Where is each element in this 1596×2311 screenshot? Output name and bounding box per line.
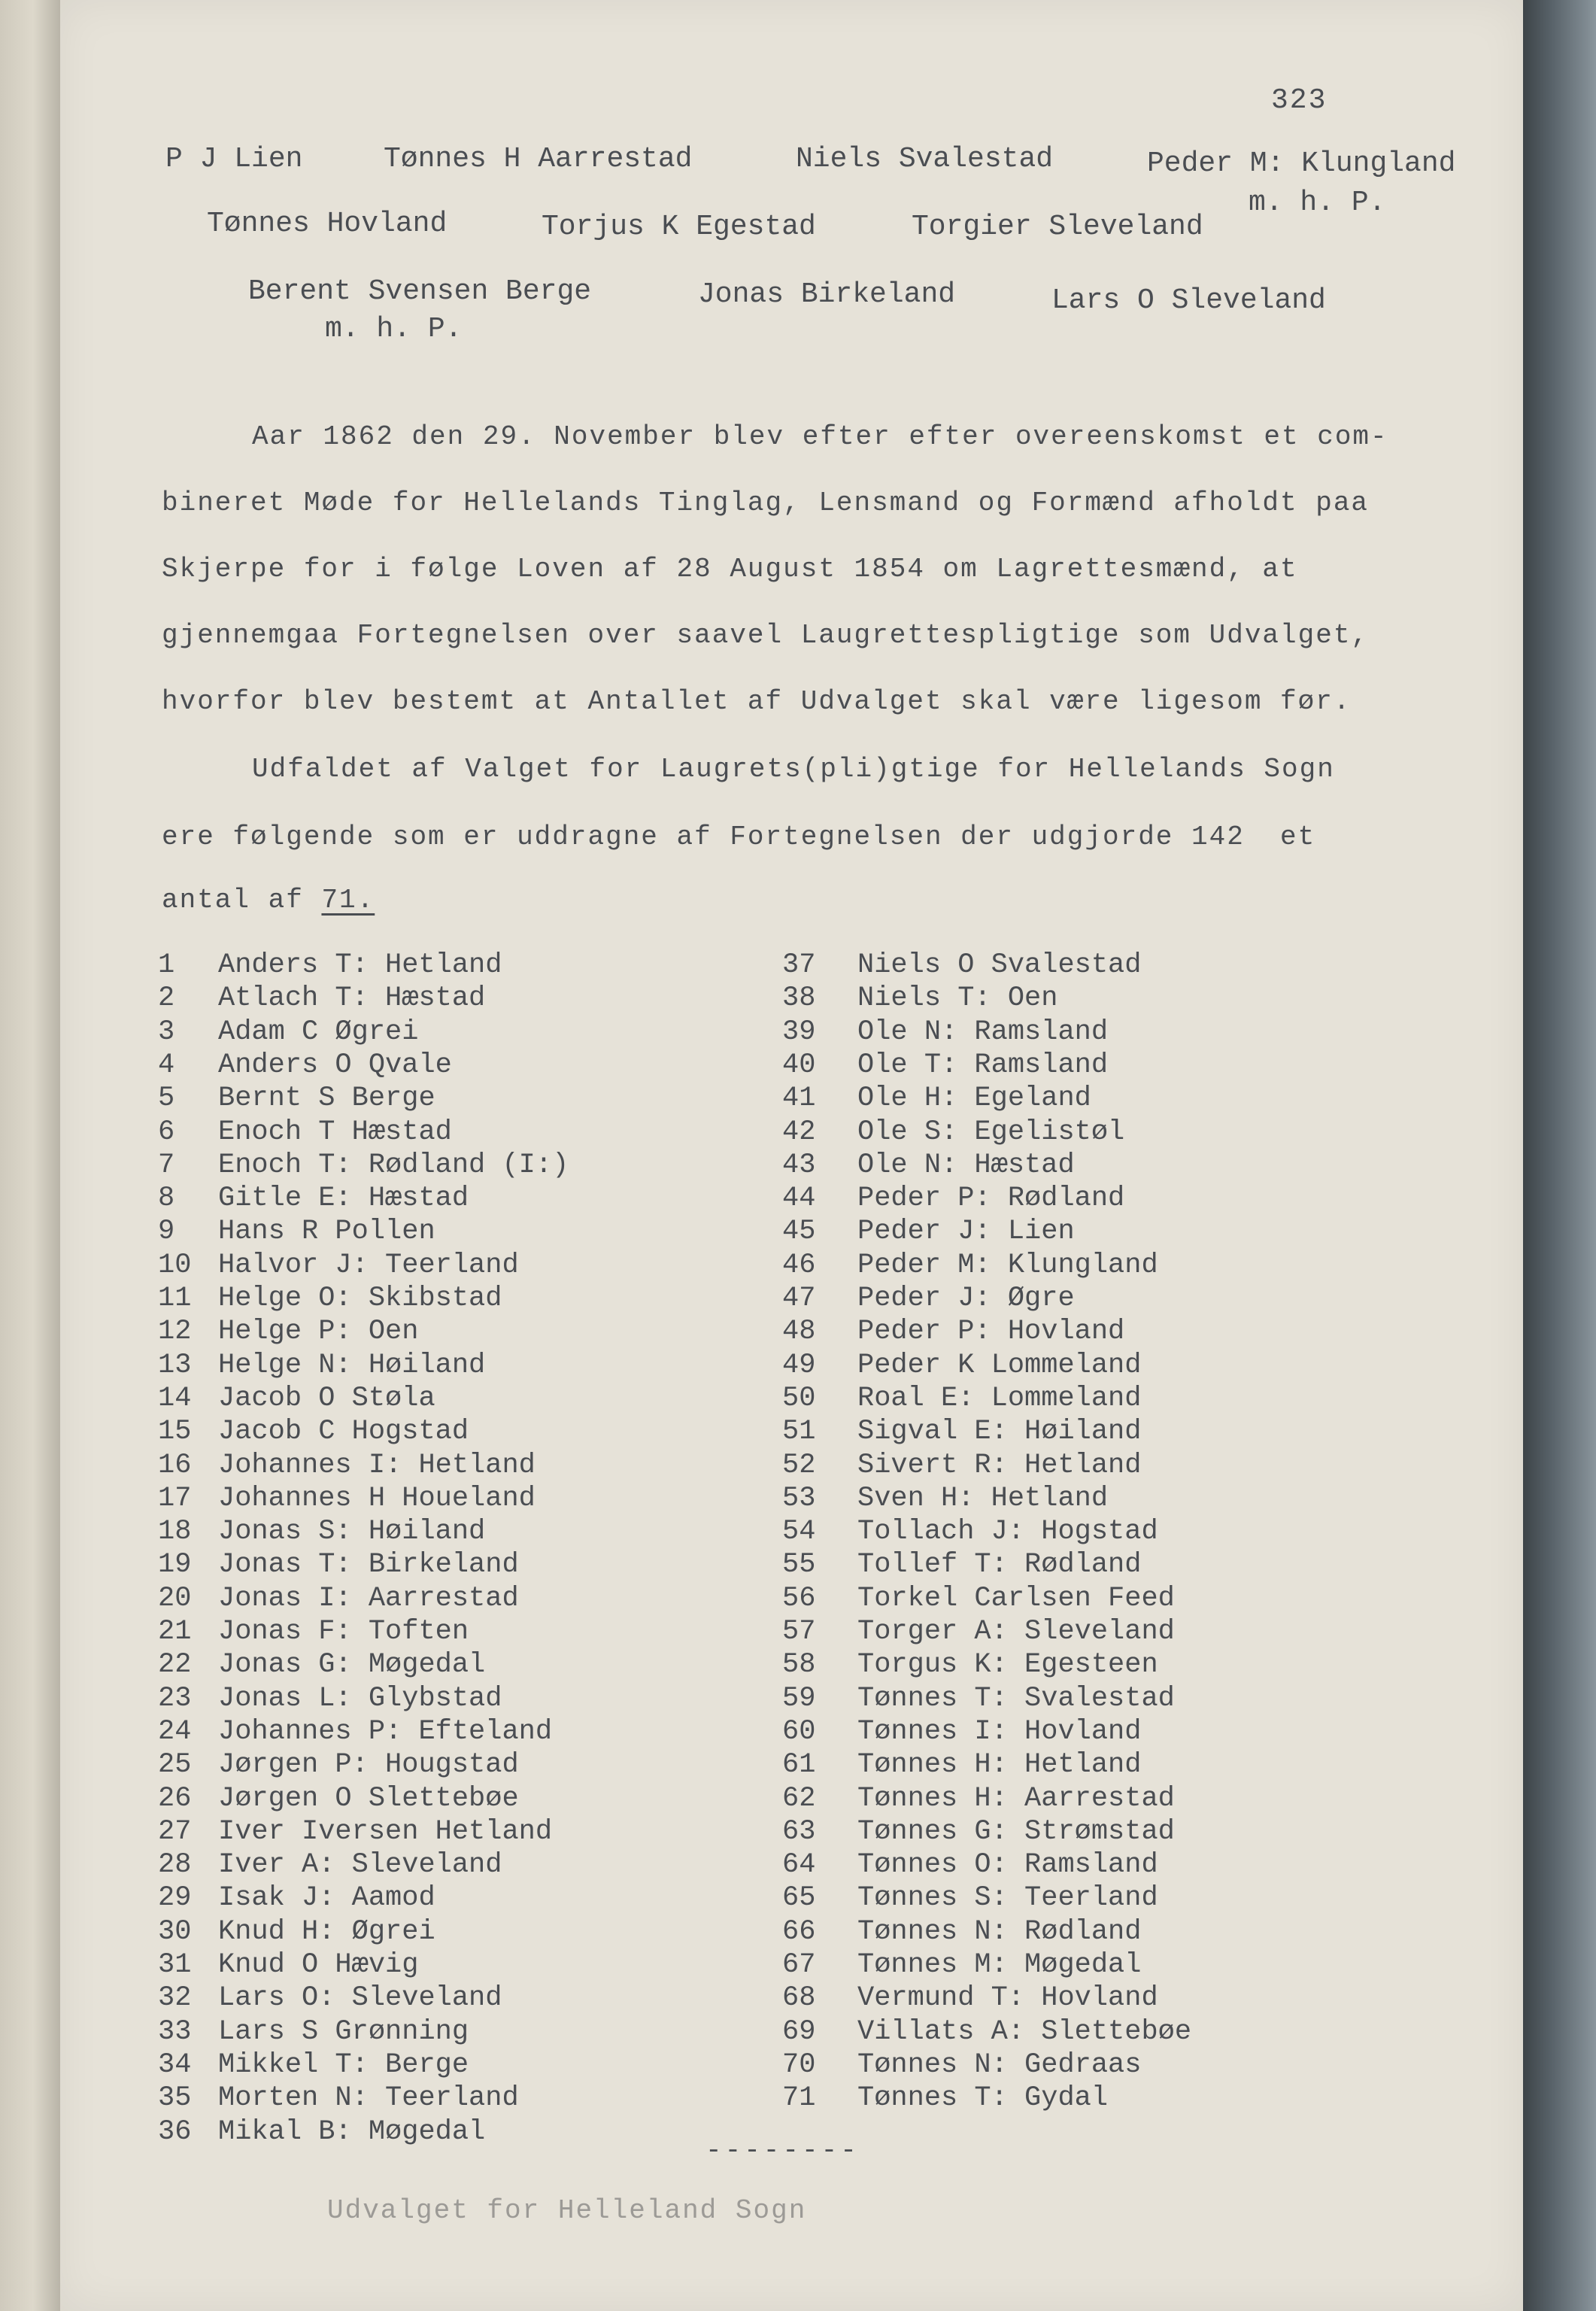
- list-number: 17: [158, 1482, 192, 1514]
- signature: Torgier Sleveland: [912, 211, 1203, 243]
- list-number: 53: [782, 1482, 816, 1514]
- list-name: Tønnes I: Hovland: [857, 1715, 1142, 1748]
- separator-line: --------: [705, 2135, 860, 2166]
- list-name: Torgus K: Egesteen: [857, 1649, 1158, 1681]
- list-number: 29: [158, 1882, 192, 1915]
- list-number: 38: [782, 982, 816, 1015]
- list-name: Peder M: Klungland: [857, 1249, 1158, 1281]
- list-name: Helge N: Høiland: [218, 1349, 486, 1381]
- list-number: 36: [158, 2115, 192, 2148]
- list-number: 22: [158, 1649, 192, 1681]
- list-name: Jacob O Støla: [218, 1382, 435, 1414]
- list-number: 5: [158, 1083, 175, 1115]
- list-name: Iver A: Sleveland: [218, 1849, 502, 1881]
- list-name: Adam C Øgrei: [218, 1016, 419, 1048]
- signature: Tønnes H Aarrestad: [384, 143, 693, 175]
- list-name: Jonas L: Glybstad: [218, 1682, 502, 1714]
- list-number: 43: [782, 1149, 816, 1181]
- list-name: Knud O Hævig: [218, 1949, 419, 1981]
- list-number: 2: [158, 982, 175, 1015]
- list-name: Johannes P: Efteland: [218, 1715, 553, 1748]
- list-name: Niels O Svalestad: [857, 949, 1142, 981]
- list-name: Bernt S Berge: [218, 1083, 435, 1115]
- paragraph-line: bineret Møde for Hellelands Tinglag, Lensmand og Formænd afholdt paa: [162, 487, 1370, 518]
- list-name: Ole N: Hæstad: [857, 1149, 1075, 1181]
- signature: Tønnes Hovland: [207, 208, 448, 240]
- paragraph-line: Aar 1862 den 29. November blev efter efter overeenskomst et com-: [252, 421, 1388, 452]
- list-name: Tønnes S: Teerland: [857, 1882, 1158, 1915]
- list-name: Mikal B: Møgedal: [218, 2115, 486, 2148]
- list-number: 55: [782, 1549, 816, 1581]
- list-name: Tønnes T: Svalestad: [857, 1682, 1175, 1714]
- list-name: Morten N: Teerland: [218, 2082, 519, 2115]
- list-name: Torkel Carlsen Feed: [857, 1582, 1175, 1614]
- list-name: Tønnes O: Ramsland: [857, 1849, 1158, 1881]
- list-number: 35: [158, 2082, 192, 2115]
- list-number: 69: [782, 2015, 816, 2048]
- list-name: Peder K Lommeland: [857, 1349, 1142, 1381]
- list-number: 48: [782, 1316, 816, 1348]
- list-number: 71: [782, 2082, 816, 2115]
- list-name: Jonas T: Birkeland: [218, 1549, 519, 1581]
- list-number: 11: [158, 1283, 192, 1314]
- list-name: Tollef T: Rødland: [857, 1549, 1142, 1581]
- list-name: Anders T: Hetland: [218, 949, 502, 981]
- list-name: Hans R Pollen: [218, 1216, 435, 1248]
- list-number: 15: [158, 1416, 192, 1448]
- list-number: 1: [158, 949, 175, 981]
- list-number: 10: [158, 1249, 192, 1281]
- list-number: 28: [158, 1849, 192, 1881]
- list-number: 7: [158, 1149, 175, 1181]
- list-name: Sven H: Hetland: [857, 1482, 1109, 1514]
- list-name: Anders O Qvale: [218, 1049, 452, 1081]
- list-number: 18: [158, 1516, 192, 1548]
- list-name: Lars S Grønning: [218, 2015, 469, 2048]
- list-number: 31: [158, 1949, 192, 1981]
- list-number: 67: [782, 1949, 816, 1981]
- list-number: 59: [782, 1682, 816, 1714]
- paragraph-line: Skjerpe for i følge Loven af 28 August 1854 om Lagrettesmænd, at: [162, 554, 1298, 585]
- list-name: Niels T: Oen: [857, 982, 1058, 1015]
- list-number: 63: [782, 1815, 816, 1848]
- list-name: Ole S: Egelistøl: [857, 1116, 1125, 1148]
- page-number: 323: [1271, 84, 1327, 117]
- list-name: Tønnes H: Hetland: [857, 1749, 1142, 1781]
- list-name: Torger A: Sleveland: [857, 1616, 1175, 1647]
- list-number: 34: [158, 2048, 192, 2081]
- list-name: Ole H: Egeland: [857, 1083, 1091, 1115]
- list-number: 47: [782, 1283, 816, 1314]
- list-number: 45: [782, 1216, 816, 1248]
- list-name: Sigval E: Høiland: [857, 1416, 1142, 1448]
- list-number: 14: [158, 1382, 192, 1414]
- list-number: 32: [158, 1982, 192, 2015]
- list-number: 19: [158, 1549, 192, 1581]
- list-number: 30: [158, 1915, 192, 1948]
- list-number: 62: [782, 1782, 816, 1814]
- paragraph-line: hvorfor blev bestemt at Antallet af Udvalget skal være ligesom før.: [162, 686, 1352, 717]
- list-name: Jonas F: Toften: [218, 1616, 469, 1647]
- list-number: 13: [158, 1349, 192, 1381]
- list-name: Tønnes T: Gydal: [857, 2082, 1109, 2115]
- signature: P J Lien: [165, 143, 303, 175]
- list-name: Gitle E: Hæstad: [218, 1183, 469, 1215]
- list-number: 58: [782, 1649, 816, 1681]
- list-name: Tønnes M: Møgedal: [857, 1949, 1142, 1981]
- list-number: 60: [782, 1715, 816, 1748]
- list-name: Enoch T: Rødland (I:): [218, 1149, 569, 1181]
- list-number: 41: [782, 1083, 816, 1115]
- list-name: Ole N: Ramsland: [857, 1016, 1109, 1048]
- paragraph-line: ere følgende som er uddragne af Fortegnelsen der udgjorde 142 et: [162, 821, 1316, 852]
- signature: Jonas Birkeland: [698, 278, 956, 311]
- list-name: Tønnes G: Strømstad: [857, 1815, 1175, 1848]
- list-number: 3: [158, 1016, 175, 1048]
- signature: Berent Svensen Berge: [248, 275, 592, 308]
- list-name: Mikkel T: Berge: [218, 2048, 469, 2081]
- list-number: 26: [158, 1782, 192, 1814]
- list-number: 6: [158, 1116, 175, 1148]
- list-name: Tollach J: Hogstad: [857, 1516, 1158, 1548]
- list-number: 8: [158, 1183, 175, 1215]
- signature-note: m. h. P.: [325, 313, 463, 345]
- list-number: 44: [782, 1183, 816, 1215]
- list-name: Johannes H Houeland: [218, 1482, 536, 1514]
- list-name: Johannes I: Hetland: [218, 1449, 536, 1481]
- list-name: Halvor J: Teerland: [218, 1249, 519, 1281]
- list-name: Jacob C Hogstad: [218, 1416, 469, 1448]
- list-name: Jonas S: Høiland: [218, 1516, 486, 1548]
- list-name: Helge O: Skibstad: [218, 1283, 502, 1314]
- list-number: 40: [782, 1049, 816, 1081]
- list-number: 33: [158, 2015, 192, 2048]
- list-number: 57: [782, 1616, 816, 1647]
- list-name: Knud H: Øgrei: [218, 1915, 435, 1948]
- list-name: Lars O: Sleveland: [218, 1982, 502, 2015]
- list-name: Jørgen P: Hougstad: [218, 1749, 519, 1781]
- list-name: Jonas I: Aarrestad: [218, 1582, 519, 1614]
- list-number: 42: [782, 1116, 816, 1148]
- list-name: Atlach T: Hæstad: [218, 982, 486, 1015]
- list-number: 24: [158, 1715, 192, 1748]
- list-number: 23: [158, 1682, 192, 1714]
- list-name: Jørgen O Slettebøe: [218, 1782, 519, 1814]
- list-number: 49: [782, 1349, 816, 1381]
- signature: Torjus K Egestad: [542, 211, 816, 243]
- list-number: 56: [782, 1582, 816, 1614]
- list-number: 70: [782, 2048, 816, 2081]
- list-name: Ole T: Ramsland: [857, 1049, 1109, 1081]
- list-number: 4: [158, 1049, 175, 1081]
- list-number: 66: [782, 1915, 816, 1948]
- signature: Niels Svalestad: [796, 143, 1054, 175]
- list-number: 50: [782, 1382, 816, 1414]
- list-number: 64: [782, 1849, 816, 1881]
- list-name: Peder J: Lien: [857, 1216, 1075, 1248]
- list-name: Roal E: Lommeland: [857, 1382, 1142, 1414]
- list-name: Peder J: Øgre: [857, 1283, 1075, 1314]
- paragraph-line: antal af 71.: [162, 885, 375, 916]
- list-name: Tønnes N: Gedraas: [857, 2048, 1142, 2081]
- list-number: 27: [158, 1815, 192, 1848]
- list-number: 16: [158, 1449, 192, 1481]
- list-number: 21: [158, 1616, 192, 1647]
- scan-background-edge: [1523, 0, 1596, 2311]
- list-number: 39: [782, 1016, 816, 1048]
- faded-heading: Udvalget for Helleland Sogn: [327, 2195, 807, 2226]
- list-name: Tønnes H: Aarrestad: [857, 1782, 1175, 1814]
- paragraph-line: Udfaldet af Valget for Laugrets(pli)gtige for Hellelands Sogn: [252, 754, 1335, 785]
- list-name: Peder P: Rødland: [857, 1183, 1125, 1215]
- list-name: Jonas G: Møgedal: [218, 1649, 486, 1681]
- list-name: Iver Iversen Hetland: [218, 1815, 553, 1848]
- list-name: Helge P: Oen: [218, 1316, 419, 1348]
- list-name: Sivert R: Hetland: [857, 1449, 1142, 1481]
- signature: Lars O Sleveland: [1051, 284, 1326, 317]
- list-number: 54: [782, 1516, 816, 1548]
- antal-number: 71.: [321, 885, 375, 916]
- list-number: 65: [782, 1882, 816, 1915]
- list-number: 51: [782, 1416, 816, 1448]
- list-name: Tønnes N: Rødland: [857, 1915, 1142, 1948]
- list-name: Enoch T Hæstad: [218, 1116, 452, 1148]
- list-number: 46: [782, 1249, 816, 1281]
- list-number: 61: [782, 1749, 816, 1781]
- list-number: 37: [782, 949, 816, 981]
- list-number: 12: [158, 1316, 192, 1348]
- list-name: Vermund T: Hovland: [857, 1982, 1158, 2015]
- list-number: 25: [158, 1749, 192, 1781]
- list-name: Peder P: Hovland: [857, 1316, 1125, 1348]
- list-number: 52: [782, 1449, 816, 1481]
- signature-note: m. h. P.: [1249, 187, 1386, 219]
- paragraph-line: gjennemgaa Fortegnelsen over saavel Laugrettespligtige som Udvalget,: [162, 620, 1370, 651]
- list-number: 20: [158, 1582, 192, 1614]
- list-number: 9: [158, 1216, 175, 1248]
- list-name: Isak J: Aamod: [218, 1882, 435, 1915]
- list-name: Villats A: Slettebøe: [857, 2015, 1192, 2048]
- list-number: 68: [782, 1982, 816, 2015]
- signature: Peder M: Klungland: [1147, 147, 1456, 180]
